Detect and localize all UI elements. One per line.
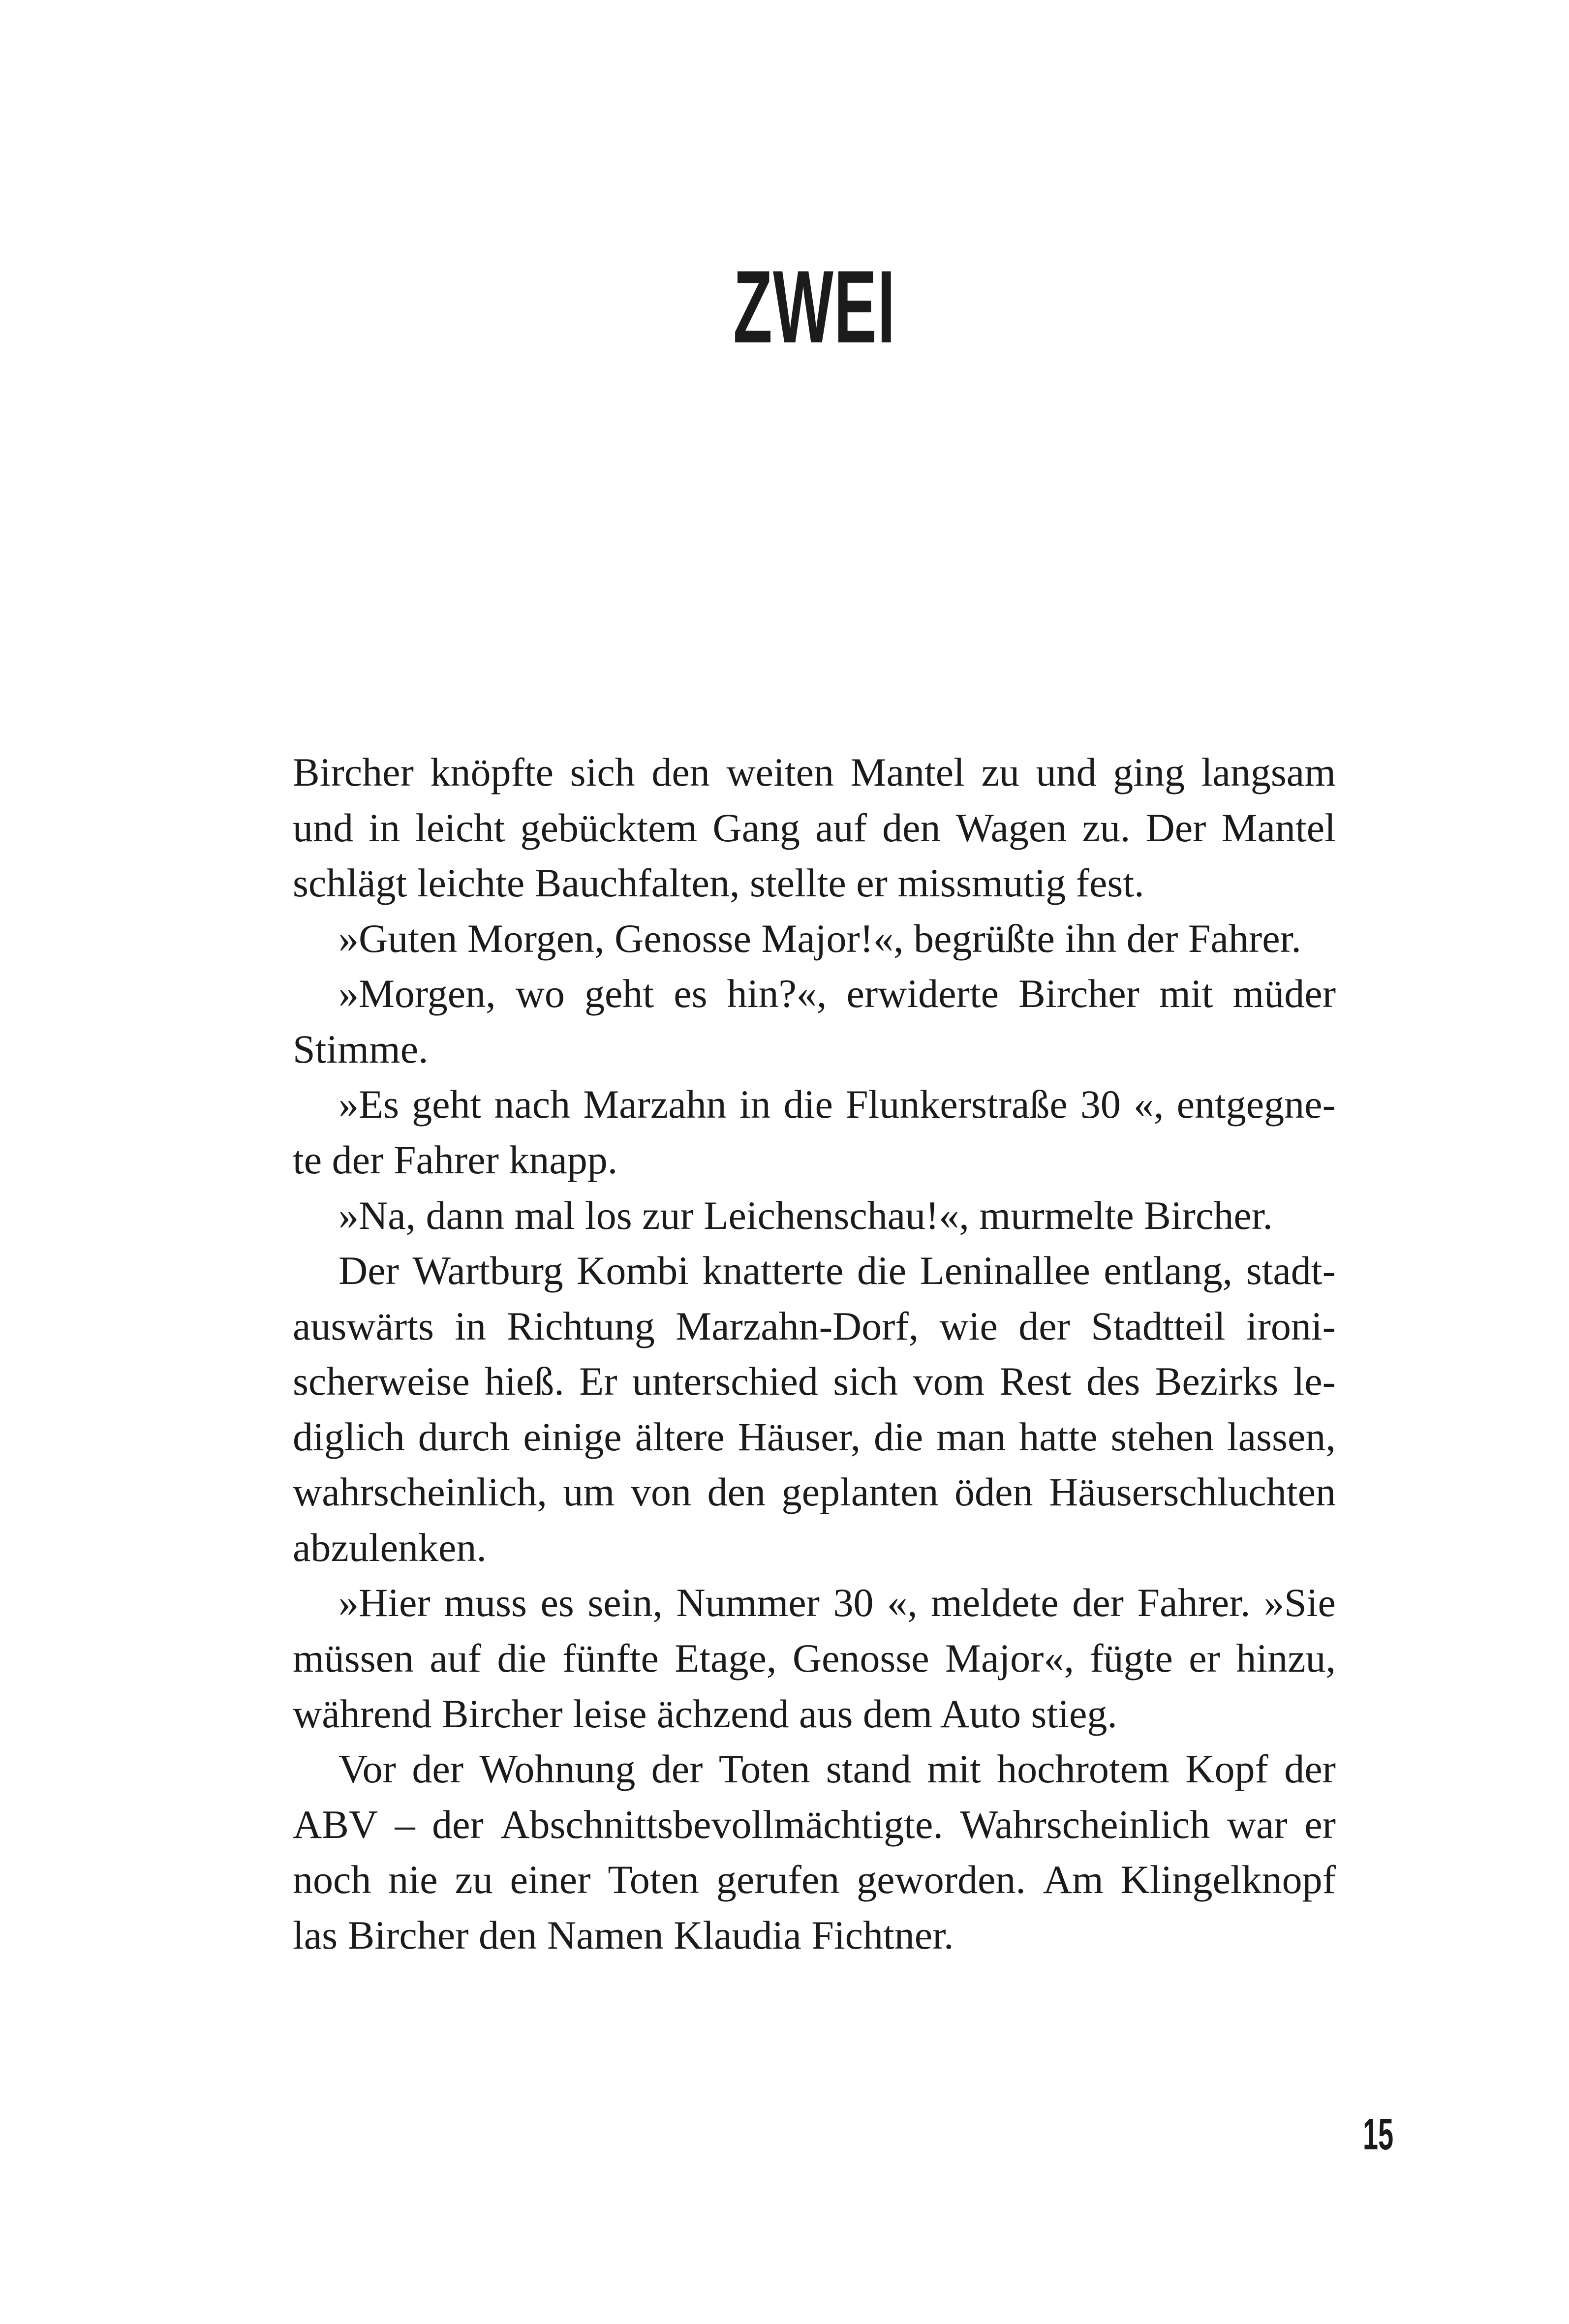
page-number — [1344, 2112, 1393, 2157]
text-line: Vor der Wohnung der Toten stand mit hochrotem Kopf der — [338, 1746, 1336, 1792]
text-line: las Bircher den Namen Klaudia Fichtner. — [293, 1912, 954, 1957]
chapter-title-text: ZWEI — [733, 249, 896, 365]
chapter-title — [293, 249, 1336, 365]
text-line: noch nie zu einer Toten gerufen geworden. Am Klingelknopf — [293, 1857, 1336, 1902]
text-line: Der Wartburg Kombi knatterte die Leninallee entlang, stadt- — [338, 1248, 1336, 1293]
text-line: schlägt leichte Bauchfalten, stellte er missmutig fest. — [293, 860, 1144, 906]
text-line: abzulenken. — [293, 1525, 487, 1570]
text-line: Stimme. — [293, 1026, 429, 1071]
page-number-text: 15 — [1362, 2110, 1393, 2159]
body-text — [293, 745, 1336, 1963]
text-line: wahrscheinlich, um von den geplanten öden Häuserschluchten — [293, 1469, 1336, 1515]
text-line: Bircher knöpfte sich den weiten Mantel zu und ging langsam — [293, 750, 1336, 795]
text-line: »Morgen, wo geht es hin?«, erwiderte Bircher mit müder — [338, 971, 1336, 1016]
text-line: te der Fahrer knapp. — [293, 1137, 618, 1182]
text-line: »Es geht nach Marzahn in die Flunkerstraße 30 «, entgegne- — [338, 1082, 1336, 1127]
text-line: und in leicht gebücktem Gang auf den Wagen zu. Der Mantel — [293, 805, 1336, 850]
text-line: während Bircher leise ächzend aus dem Auto stieg. — [293, 1691, 1117, 1736]
text-line: »Guten Morgen, Genosse Major!«, begrüßte ihn der Fahrer. — [338, 916, 1301, 961]
text-line: diglich durch einige ältere Häuser, die man hatte stehen lassen, — [293, 1414, 1336, 1459]
text-line: müssen auf die fünfte Etage, Genosse Major«, fügte er hinzu, — [293, 1636, 1336, 1681]
text-line: scherweise hieß. Er unterschied sich vom Rest des Bezirks le- — [293, 1359, 1336, 1404]
text-line: ABV – der Abschnittsbevollmächtigte. Wahrscheinlich war er — [293, 1802, 1336, 1847]
text-line: auswärts in Richtung Marzahn-Dorf, wie der Stadtteil ironi- — [293, 1303, 1336, 1348]
text-line: »Hier muss es sein, Nummer 30 «, meldete der Fahrer. »Sie — [338, 1580, 1336, 1625]
text-line: »Na, dann mal los zur Leichenschau!«, murmelte Bircher. — [338, 1193, 1273, 1238]
